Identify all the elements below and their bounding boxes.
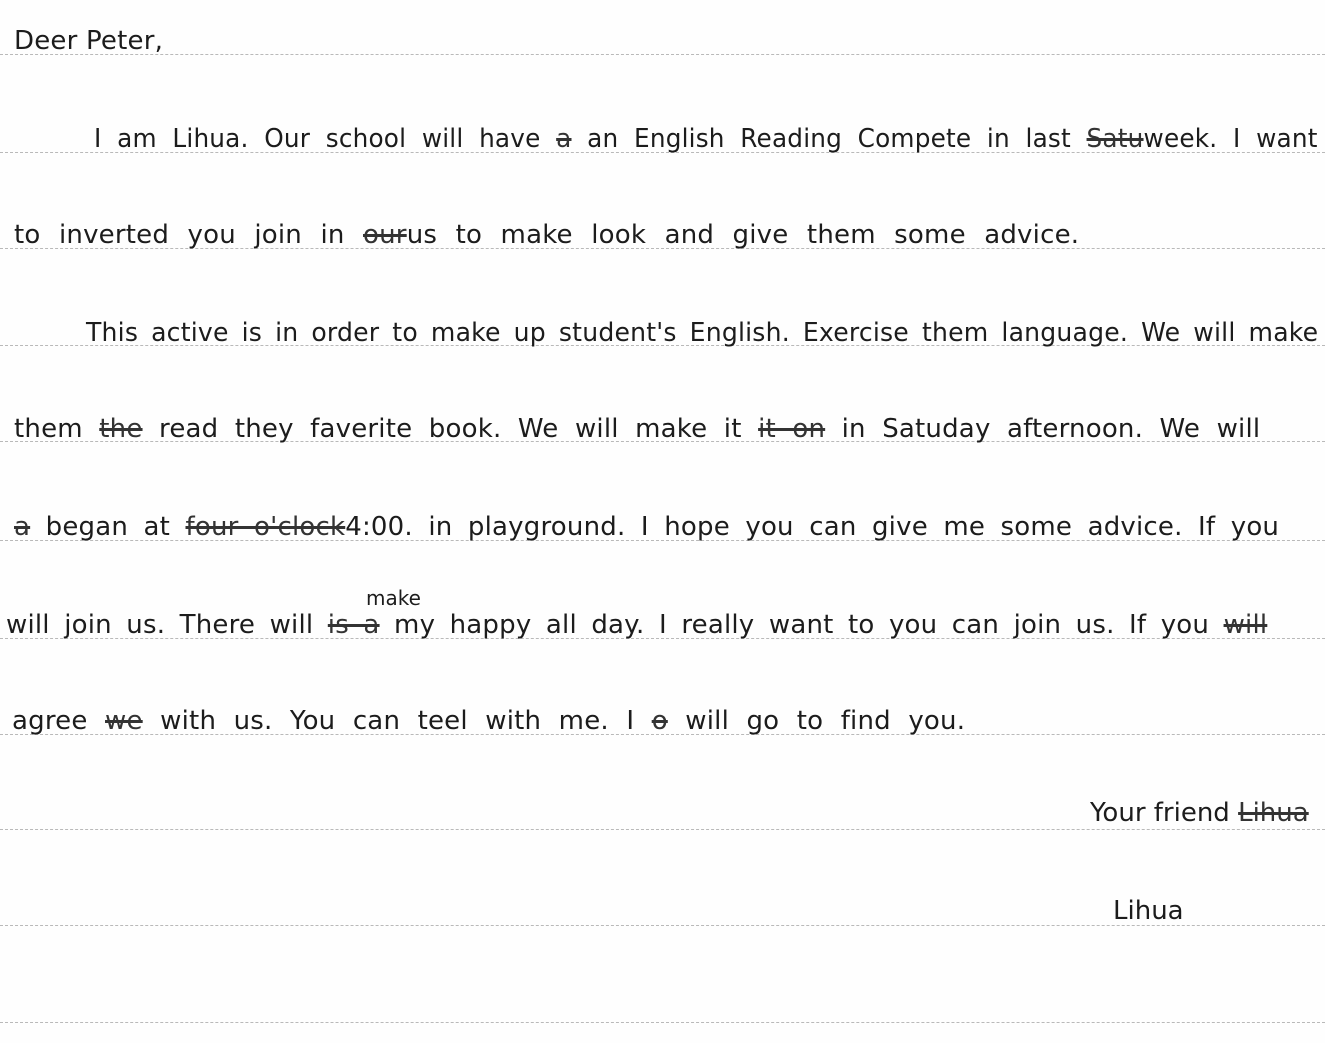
greeting [14, 0, 163, 56]
letter-line-2 [14, 190, 1079, 250]
line-text: read they faverite book. We will make it [159, 414, 742, 444]
ruled-line [0, 829, 1325, 830]
ruled-line [0, 54, 1325, 55]
struck-text: a [556, 124, 572, 154]
line-text: I am Lihua. Our school will have [94, 124, 541, 154]
line-text: with us. You can teel with me. I [160, 706, 635, 736]
closing-text: Your friend [1090, 798, 1230, 828]
line-text: in Satuday afternoon. We will [841, 414, 1261, 444]
inserted-word: make [366, 586, 421, 610]
line-text: us to make look and give them some advice. [406, 220, 1080, 250]
letter-line-1 [94, 94, 1318, 154]
line-text: them [14, 414, 83, 444]
struck-text: the [99, 414, 143, 444]
line-text: to inverted you [14, 220, 236, 250]
struck-text: Satu [1086, 124, 1144, 154]
line-text: week. I want [1143, 124, 1318, 154]
letter-line-3 [86, 288, 1318, 348]
struck-text: Lihua [1238, 798, 1309, 828]
struck-text: four o'clock [185, 512, 346, 542]
line-text: agree [12, 706, 88, 736]
letter-line-7 [12, 676, 965, 736]
struck-text: we [105, 706, 143, 736]
line-text: 4:00. in playground. I hope you can give me some advice. If you [345, 512, 1280, 542]
greeting-text: Deer Peter, [14, 26, 164, 56]
struck-text: will [1223, 610, 1268, 640]
line-text: an English Reading Compete in last [587, 124, 1071, 154]
struck-text: our [363, 220, 407, 250]
line-text: This active is in order to make up student's English. Exercise them language. We will make [86, 318, 1319, 348]
struck-text: a [14, 512, 31, 542]
struck-text: it on [758, 414, 826, 444]
letter-line-6 [6, 580, 1267, 640]
ruled-line [0, 1022, 1325, 1023]
closing [1090, 798, 1309, 828]
struck-text: o [651, 706, 668, 736]
line-text: will join us. There will [6, 610, 314, 640]
line-text: began at [45, 512, 171, 542]
line-text: will go to find you. [685, 706, 966, 736]
letter-line-5 [14, 482, 1279, 542]
letter-line-4 [14, 384, 1260, 444]
line-text: my happy all day. I really want to you can join us. If you [394, 610, 1210, 640]
signature: Lihua [1113, 896, 1184, 926]
struck-text: is a [327, 610, 380, 640]
line-text: join in [254, 220, 345, 250]
